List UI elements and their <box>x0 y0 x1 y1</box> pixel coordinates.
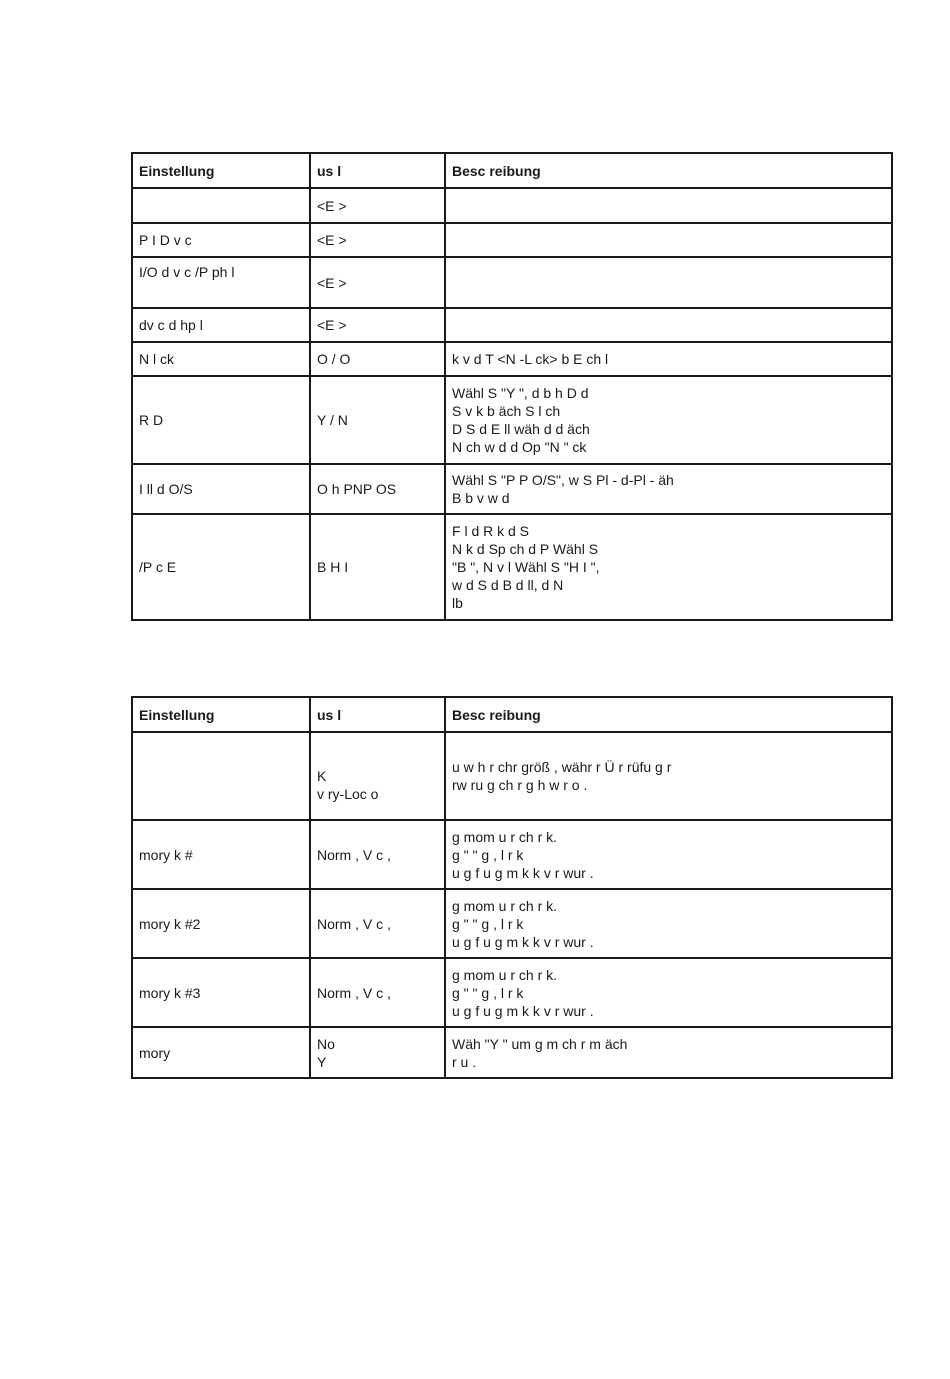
setting-cell: mory k #2 <box>132 889 310 958</box>
description-cell <box>445 257 892 308</box>
setting-cell: I ll d O/S <box>132 464 310 514</box>
setting-cell: R D <box>132 376 310 464</box>
table-header-row <box>132 697 892 732</box>
description-cell: F l d R k d S N k d Sp ch d P Wähl S "B ", N v l Wähl S "H I ", w d S d B d ll, d N lb <box>445 514 892 620</box>
table-row <box>132 308 892 342</box>
table-row <box>132 732 892 820</box>
table-row <box>132 1027 892 1078</box>
table-row <box>132 958 892 1027</box>
setting-cell <box>132 732 310 820</box>
header-option: us l <box>310 153 445 188</box>
description-cell <box>445 308 892 342</box>
description-cell: u w h r chr größ , währ r Ü r rüfu g r rw ru g ch r g h w r o . <box>445 732 892 820</box>
table-row <box>132 342 892 376</box>
table-row <box>132 464 892 514</box>
settings-table-2 <box>131 696 893 1079</box>
header-setting: Einstellung <box>132 153 310 188</box>
option-cell: O / O <box>310 342 445 376</box>
description-cell: g mom u r ch r k. g " " g , l r k u g f u g m k k v r wur . <box>445 820 892 889</box>
table-row <box>132 820 892 889</box>
option-cell: <E > <box>310 308 445 342</box>
description-cell: g mom u r ch r k. g " " g , l r k u g f u g m k k v r wur . <box>445 958 892 1027</box>
setting-cell: P I D v c <box>132 223 310 257</box>
description-cell: Wäh "Y " um g m ch r m äch r u . <box>445 1027 892 1078</box>
option-cell: Norm , V c , <box>310 820 445 889</box>
option-cell: Norm , V c , <box>310 889 445 958</box>
table-row <box>132 188 892 223</box>
settings-table-1 <box>131 152 893 621</box>
setting-cell: mory k # <box>132 820 310 889</box>
header-description: Besc reibung <box>445 153 892 188</box>
description-cell <box>445 188 892 223</box>
option-cell: No Y <box>310 1027 445 1078</box>
setting-cell: /P c E <box>132 514 310 620</box>
setting-cell: dv c d hp l <box>132 308 310 342</box>
option-cell: <E > <box>310 223 445 257</box>
setting-cell <box>132 188 310 223</box>
table-row <box>132 223 892 257</box>
description-cell: k v d T <N -L ck> b E ch l <box>445 342 892 376</box>
table-row <box>132 889 892 958</box>
setting-cell: N l ck <box>132 342 310 376</box>
option-cell: Norm , V c , <box>310 958 445 1027</box>
description-cell: Wähl S "Y ", d b h D d S v k b äch S l ch D S d E ll wäh d d äch N ch w d d Op "N " ck <box>445 376 892 464</box>
table-row <box>132 514 892 620</box>
setting-cell: mory <box>132 1027 310 1078</box>
option-cell: <E > <box>310 188 445 223</box>
option-cell: Y / N <box>310 376 445 464</box>
header-description: Besc reibung <box>445 697 892 732</box>
table-row <box>132 257 892 308</box>
header-setting: Einstellung <box>132 697 310 732</box>
setting-cell: mory k #3 <box>132 958 310 1027</box>
option-cell: <E > <box>310 257 445 308</box>
setting-cell: I/O d v c /P ph l <box>132 257 310 308</box>
option-cell: K v ry-Loc o <box>310 732 445 820</box>
description-cell <box>445 223 892 257</box>
description-cell: Wähl S "P P O/S", w S Pl - d-Pl - äh B b v w d <box>445 464 892 514</box>
table-header-row <box>132 153 892 188</box>
option-cell: O h PNP OS <box>310 464 445 514</box>
header-option: us l <box>310 697 445 732</box>
option-cell: B H I <box>310 514 445 620</box>
table-row <box>132 376 892 464</box>
description-cell: g mom u r ch r k. g " " g , l r k u g f u g m k k v r wur . <box>445 889 892 958</box>
